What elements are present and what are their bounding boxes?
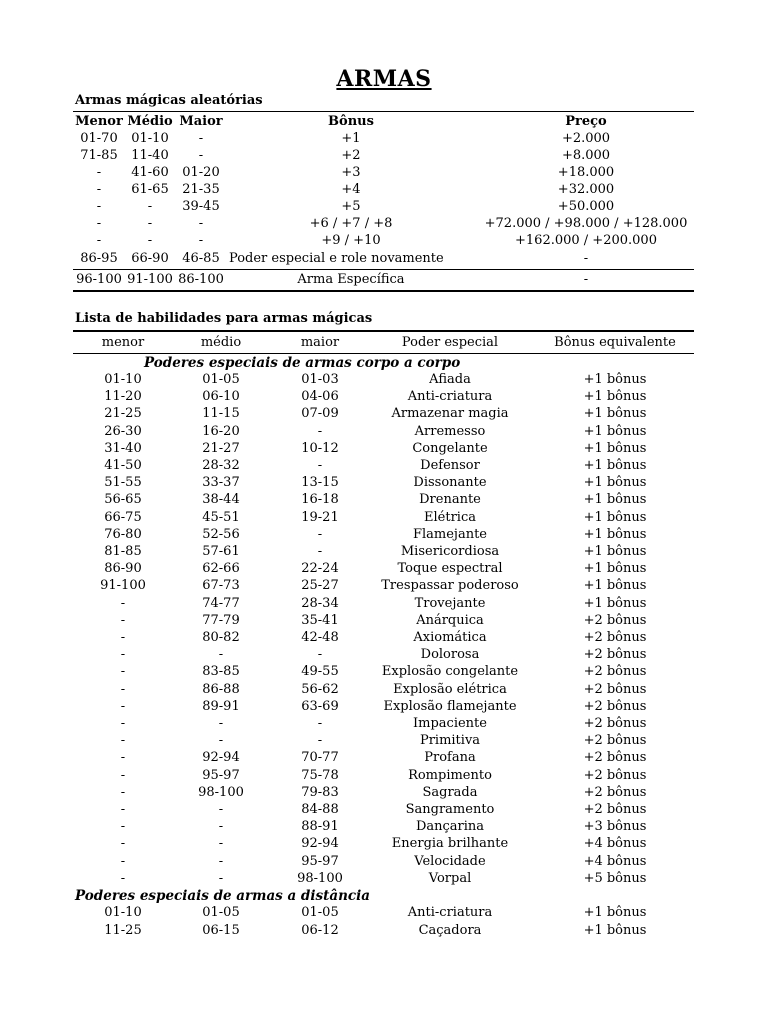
table-cell: 56-62 — [301, 681, 339, 697]
table-row — [73, 818, 694, 835]
table-cell: 75-78 — [301, 767, 339, 783]
table-cell: +3 — [341, 165, 361, 180]
table-cell: 11-40 — [131, 148, 169, 163]
table-cell: +3 bônus — [583, 819, 647, 835]
table-cell: +2 bônus — [583, 784, 647, 800]
table-cell: +1 bônus — [583, 458, 647, 473]
table-cell: 01-10 — [104, 372, 142, 387]
table-cell: Misericordiosa — [400, 544, 500, 559]
table2-header-rule — [73, 353, 694, 354]
table-cell: +1 bônus — [583, 509, 647, 525]
table-cell: 76-80 — [104, 526, 142, 542]
table-cell: 92-94 — [301, 836, 339, 852]
table-cell: 57-61 — [202, 544, 240, 559]
table-cell: 86-90 — [104, 561, 142, 577]
table-cell: Anti-criatura — [407, 905, 493, 920]
header-menor: Menor — [75, 114, 123, 129]
table-cell: Flamejante — [412, 526, 488, 542]
table-row — [73, 423, 694, 440]
table-row — [73, 560, 694, 577]
table-cell: +1 bônus — [583, 905, 647, 920]
category-melee: Poderes especiais de armas corpo a corpo — [144, 355, 461, 371]
table-cell: - — [198, 216, 204, 231]
table-row — [73, 681, 694, 698]
table-cell: - — [120, 802, 126, 817]
table-cell: +2 bônus — [583, 630, 647, 645]
table-cell: - — [317, 733, 323, 749]
table-cell: Defensor — [420, 458, 480, 473]
table-cell: 01-70 — [80, 131, 118, 146]
category-ranged: Poderes especiais de armas a distância — [75, 888, 370, 904]
table-cell: 51-55 — [104, 475, 142, 491]
table-cell: 11-15 — [202, 406, 240, 422]
table-cell: - — [120, 612, 126, 628]
table-row — [73, 853, 694, 870]
table-cell: Anti-criatura — [407, 389, 493, 405]
table-row — [73, 646, 694, 663]
table-cell: Velocidade — [414, 853, 486, 869]
table-cell: 86-95 — [80, 251, 118, 266]
table-row — [73, 715, 694, 732]
table-cell: 81-85 — [104, 544, 142, 559]
table-cell: Dissonante — [413, 475, 487, 491]
table-cell: 46-85 — [182, 251, 220, 266]
table-cell: - — [120, 784, 126, 800]
table-cell: +50.000 — [557, 199, 615, 214]
table-cell: 28-34 — [301, 595, 339, 611]
table-row — [73, 271, 694, 288]
table-cell: +2 bônus — [583, 767, 647, 783]
table-cell: 31-40 — [104, 440, 142, 456]
table-cell: 95-97 — [202, 767, 240, 783]
table-cell: 62-66 — [202, 561, 240, 577]
table-cell: +1 bônus — [583, 561, 647, 577]
table-row — [73, 181, 694, 198]
table-cell: +1 — [341, 131, 361, 146]
table-cell: +1 bônus — [583, 475, 647, 491]
table-row — [73, 250, 694, 267]
section-title-abilities: Lista de habilidades para armas mágicas — [75, 311, 373, 326]
table-cell: 06-10 — [202, 389, 240, 405]
header-bonus: Bônus — [328, 114, 374, 129]
table-cell: +2 bônus — [583, 664, 647, 680]
table-cell: +2 bônus — [583, 612, 647, 628]
table-row — [73, 371, 694, 388]
table-row — [73, 543, 694, 560]
table-cell: 92-94 — [202, 750, 240, 766]
table-cell: 22-24 — [301, 561, 339, 577]
table-cell: +1 bônus — [583, 372, 647, 387]
table-cell: - — [96, 165, 102, 180]
table-cell: - — [317, 544, 323, 559]
table-cell: 89-91 — [202, 698, 240, 714]
table-cell: 33-37 — [202, 475, 240, 491]
table-cell: - — [120, 870, 126, 886]
table-row — [73, 612, 694, 629]
table-cell: Arremesso — [414, 423, 486, 439]
table-cell: +4 bônus — [583, 853, 647, 869]
table-cell: +1 bônus — [583, 406, 647, 422]
table-cell: - — [198, 148, 204, 163]
table-row — [73, 922, 694, 939]
table-cell: 11-25 — [104, 922, 142, 938]
table-cell: 13-15 — [301, 475, 339, 491]
table-cell: +1 bônus — [583, 595, 647, 611]
table-cell: Sagrada — [422, 784, 478, 800]
table-cell: 83-85 — [202, 664, 240, 680]
table-cell: 71-85 — [80, 148, 118, 163]
table-cell: - — [218, 733, 224, 749]
table-cell: +2 — [341, 148, 361, 163]
table-cell: Rompimento — [408, 767, 492, 783]
table-cell: 01-20 — [182, 165, 220, 180]
table-cell: Caçadora — [418, 922, 482, 938]
table1-bottom-rule — [73, 290, 694, 292]
table-cell: - — [120, 630, 126, 645]
table-row — [73, 870, 694, 887]
table-cell: - — [218, 870, 224, 886]
table-cell: - — [147, 216, 153, 231]
table-cell: 49-55 — [301, 664, 339, 680]
table-cell: - — [218, 716, 224, 731]
table-cell: - — [96, 199, 102, 214]
table-cell: Primitiva — [419, 733, 481, 749]
table-cell: - — [583, 251, 589, 266]
table-cell: 80-82 — [202, 630, 240, 645]
table-cell: 01-10 — [104, 905, 142, 920]
table-cell: - — [317, 423, 323, 439]
table-cell: 07-09 — [301, 406, 339, 422]
table-cell: 98-100 — [297, 870, 343, 886]
table-cell: - — [96, 216, 102, 231]
table-cell: 70-77 — [301, 750, 339, 766]
table-cell: +1 bônus — [583, 389, 647, 405]
table-cell: +72.000 / +98.000 / +128.000 — [484, 216, 688, 231]
table-cell: Congelante — [412, 440, 488, 456]
table-cell: - — [120, 853, 126, 869]
table-cell: - — [198, 131, 204, 146]
header-poder-especial: Poder especial — [401, 335, 499, 350]
table-cell: +1 bônus — [583, 440, 647, 456]
table-row — [73, 147, 694, 164]
table-cell: +162.000 / +200.000 — [515, 233, 657, 248]
header-bonus-equivalente: Bônus equivalente — [554, 335, 676, 350]
table-cell: 26-30 — [104, 423, 142, 439]
header-maior: Maior — [179, 114, 223, 129]
table-cell: +1 bônus — [583, 544, 647, 559]
table-row — [73, 215, 694, 232]
table-cell: Toque espectral — [397, 561, 503, 577]
table-cell: 21-35 — [182, 182, 220, 197]
table-cell: +4 bônus — [583, 836, 647, 852]
table-cell: - — [218, 819, 224, 835]
table-row — [73, 526, 694, 543]
table-cell: - — [120, 819, 126, 835]
table-cell: - — [120, 647, 126, 663]
table-cell: - — [120, 716, 126, 731]
table-cell: 67-73 — [202, 578, 240, 594]
table-row — [73, 784, 694, 801]
table-cell: Explosão congelante — [381, 664, 519, 680]
table-cell: +1 bônus — [583, 922, 647, 938]
table-cell: 74-77 — [202, 595, 240, 611]
table-cell: Trovejante — [414, 595, 486, 611]
table-cell: - — [218, 647, 224, 663]
table-cell: 56-65 — [104, 492, 142, 508]
table-cell: +2 bônus — [583, 681, 647, 697]
table-cell: - — [218, 853, 224, 869]
table-cell: +2 bônus — [583, 802, 647, 817]
table-cell: +8.000 — [561, 148, 611, 163]
table-cell: Trespassar poderoso — [381, 578, 519, 594]
table-cell: +1 bônus — [583, 423, 647, 439]
table-row — [73, 232, 694, 249]
table-cell: 16-18 — [301, 492, 339, 508]
table-cell: 84-88 — [301, 802, 339, 817]
table-cell: 77-79 — [202, 612, 240, 628]
table1-mid-rule — [73, 269, 694, 270]
table-cell: +5 — [341, 199, 361, 214]
table-cell: 01-05 — [202, 372, 240, 387]
table-cell: 01-10 — [131, 131, 169, 146]
table-cell: 25-27 — [301, 578, 339, 594]
table-cell: 66-90 — [131, 251, 169, 266]
table-cell: Vorpal — [428, 870, 472, 886]
table-cell: 91-100 — [100, 578, 146, 594]
table-row — [73, 663, 694, 680]
table-cell: +5 bônus — [583, 870, 647, 886]
header-maior: maior — [300, 335, 340, 350]
table-cell: 41-60 — [131, 165, 169, 180]
table-cell: +1 bônus — [583, 578, 647, 594]
table-cell: - — [120, 836, 126, 852]
table-cell: 38-44 — [202, 492, 240, 508]
table-cell: 96-100 — [76, 272, 122, 287]
table2-top-rule — [73, 330, 694, 332]
table-cell: 01-05 — [202, 905, 240, 920]
table-cell: 21-27 — [202, 440, 240, 456]
table-cell: Dolorosa — [420, 647, 480, 663]
table-cell: 21-25 — [104, 406, 142, 422]
table-cell: +2 bônus — [583, 647, 647, 663]
table-cell: 39-45 — [182, 199, 220, 214]
table-cell: +2 bônus — [583, 698, 647, 714]
table-cell: 35-41 — [301, 612, 339, 628]
table-cell: 88-91 — [301, 819, 339, 835]
table-cell: 52-56 — [202, 526, 240, 542]
table-row — [73, 577, 694, 594]
table-cell: Elétrica — [424, 509, 476, 525]
table-cell: Drenante — [419, 492, 481, 508]
table-cell: Sangramento — [405, 802, 495, 817]
table-cell: +2 bônus — [583, 716, 647, 731]
table-row — [73, 749, 694, 766]
table-cell: 86-100 — [178, 272, 224, 287]
table-cell: - — [120, 664, 126, 680]
table-row — [73, 801, 694, 818]
table-cell: +32.000 — [557, 182, 615, 197]
table-cell: - — [120, 681, 126, 697]
table-row — [73, 388, 694, 405]
table-cell: 95-97 — [301, 853, 339, 869]
table-row — [73, 595, 694, 612]
table-cell: 06-15 — [202, 922, 240, 938]
table-cell: 06-12 — [301, 922, 339, 938]
table-cell: 01-03 — [301, 372, 339, 387]
header-medio: médio — [200, 335, 242, 350]
table-cell: Profana — [424, 750, 476, 766]
table-cell: 04-06 — [301, 389, 339, 405]
table-cell: Energia brilhante — [391, 836, 509, 852]
table-row — [73, 474, 694, 491]
table-cell: - — [120, 698, 126, 714]
table-cell: +2.000 — [561, 131, 611, 146]
table-cell: +2 bônus — [583, 750, 647, 766]
table-cell: - — [96, 182, 102, 197]
table-cell: - — [218, 802, 224, 817]
table-cell: Poder especial e role novamente — [229, 251, 444, 266]
table-cell: +9 / +10 — [321, 233, 381, 248]
table-cell: - — [96, 233, 102, 248]
section-title-random-weapons: Armas mágicas aleatórias — [75, 93, 263, 108]
table-cell: 28-32 — [202, 458, 240, 473]
table-cell: - — [120, 750, 126, 766]
table-cell: +1 bônus — [583, 492, 647, 508]
table-cell: 41-50 — [104, 458, 142, 473]
table-cell: 16-20 — [202, 423, 240, 439]
table-cell: - — [147, 199, 153, 214]
table-cell: 42-48 — [301, 630, 339, 645]
table-row — [73, 767, 694, 784]
table-cell: - — [218, 836, 224, 852]
table-cell: +2 bônus — [583, 733, 647, 749]
header-menor: menor — [101, 335, 145, 350]
table-cell: 01-05 — [301, 905, 339, 920]
table-row — [73, 904, 694, 921]
table-row — [73, 698, 694, 715]
table-cell: 66-75 — [104, 509, 142, 525]
table-cell: - — [583, 272, 589, 287]
table-cell: Axiomática — [413, 630, 487, 645]
table2-header-row — [73, 334, 694, 351]
table-row — [73, 198, 694, 215]
table-cell: 10-12 — [301, 440, 339, 456]
table-cell: - — [317, 647, 323, 663]
page-title: ARMAS — [336, 66, 432, 92]
table-cell: +6 / +7 / +8 — [309, 216, 393, 231]
table-row — [73, 440, 694, 457]
table-row — [73, 405, 694, 422]
table-row — [73, 130, 694, 147]
table-cell: 61-65 — [131, 182, 169, 197]
table-cell: 98-100 — [198, 784, 244, 800]
table-cell: 19-21 — [301, 509, 339, 525]
table-cell: +4 — [341, 182, 361, 197]
table-cell: - — [147, 233, 153, 248]
table-cell: Explosão flamejante — [383, 698, 517, 714]
table-cell: Arma Específica — [297, 272, 405, 287]
header-medio: Médio — [127, 114, 173, 129]
table-cell: Armazenar magia — [391, 406, 509, 422]
table-row — [73, 457, 694, 474]
table-cell: 91-100 — [127, 272, 173, 287]
table-cell: Impaciente — [413, 716, 487, 731]
table-cell: 63-69 — [301, 698, 339, 714]
table-cell: - — [317, 526, 323, 542]
table-row — [73, 629, 694, 646]
table-cell: 45-51 — [202, 509, 240, 525]
table1-header-row — [73, 113, 694, 130]
table-cell: - — [120, 733, 126, 749]
table-cell: - — [198, 233, 204, 248]
table-row — [73, 732, 694, 749]
table-cell: 86-88 — [202, 681, 240, 697]
table-row — [73, 835, 694, 852]
table-row — [73, 164, 694, 181]
table-cell: Anárquica — [416, 612, 484, 628]
table1-top-rule — [73, 111, 694, 112]
table-cell: - — [317, 716, 323, 731]
table-cell: - — [120, 767, 126, 783]
table-cell: Dançarina — [415, 819, 485, 835]
table-cell: +1 bônus — [583, 526, 647, 542]
table-cell: Explosão elétrica — [393, 681, 507, 697]
table-cell: Afiada — [429, 372, 471, 387]
table-cell: +18.000 — [557, 165, 615, 180]
header-preco: Preço — [565, 114, 607, 129]
table-cell: - — [120, 595, 126, 611]
table-cell: - — [317, 458, 323, 473]
table-cell: 11-20 — [104, 389, 142, 405]
table-row — [73, 491, 694, 508]
table-cell: 79-83 — [301, 784, 339, 800]
table-row — [73, 509, 694, 526]
